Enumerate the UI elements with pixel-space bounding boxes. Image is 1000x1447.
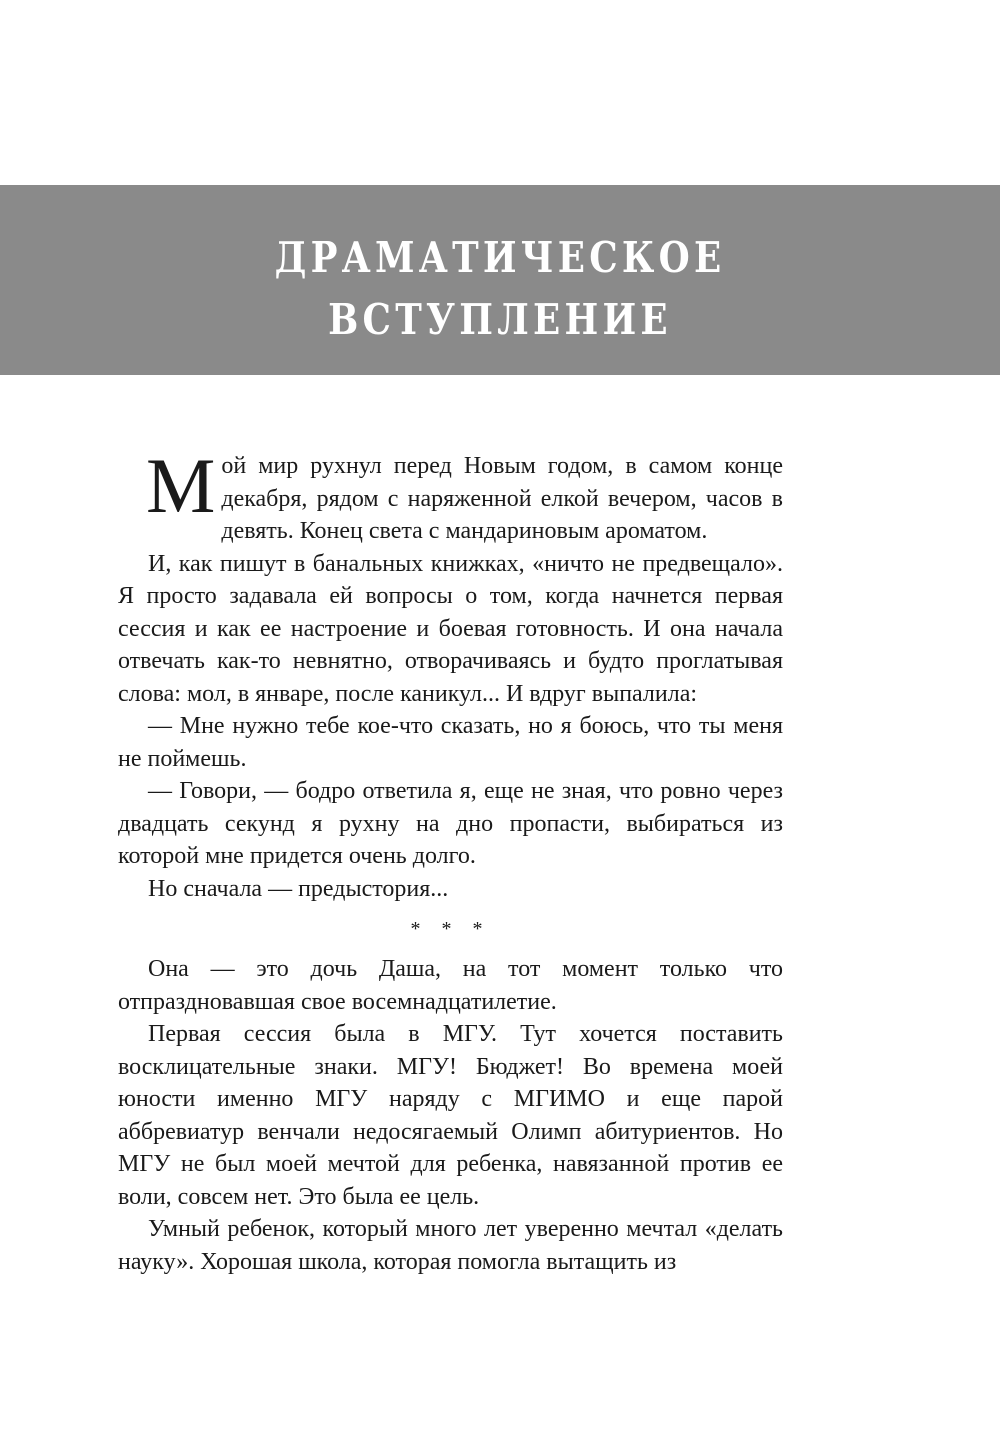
section-separator: * * * bbox=[410, 918, 491, 940]
paragraph-8: Умный ребенок, который много лет уверенно мечтал «делать науку». Хорошая школа, которая помогла вытащить из bbox=[118, 1216, 783, 1275]
paragraph-4: — Говори, — бодро ответила я, еще не зная, что ровно через двадцать секунд я рухну на дно пропасти, выбираться из которой мне придется очень долго. bbox=[118, 778, 783, 869]
paragraph-6: Она — это дочь Даша, на тот момент только что отпраздновавшая свое восемнадцатилетие. bbox=[118, 956, 783, 1015]
chapter-title-line-2: ВСТУПЛЕНИЕ bbox=[328, 295, 672, 344]
drop-cap-letter: М bbox=[146, 442, 216, 529]
paragraph-5: Но сначала — предыстория... bbox=[148, 875, 449, 902]
chapter-title-line-1: ДРАМАТИЧЕСКОЕ bbox=[274, 233, 726, 282]
paragraph-3: — Мне нужно тебе кое-что сказать, но я боюсь, что ты меня не поймешь. bbox=[118, 713, 783, 772]
paragraph-2: И, как пишут в банальных книжках, «ничто не предвещало». Я просто задавала ей вопросы о том, когда начнется первая сессия и как ее настроение и боевая готовность. И она начала отвечать как-то невнятно, отворачиваясь и будто проглатывая слова: мол, в январе, после каникул... И вдруг выпалила: bbox=[118, 550, 783, 707]
paragraph-1-text: ой мир рухнул перед Новым годом, в самом конце декабря, рядом с наряженной елкой вечером, часов в девять. Конец света с мандариновым ароматом. bbox=[221, 453, 783, 544]
paragraph-1 bbox=[118, 442, 783, 548]
paragraph-7: Первая сессия была в МГУ. Тут хочется поставить восклицательные знаки. МГУ! Бюджет! Во времена моей юности именно МГУ наряду с МГИМО и еще парой аббревиатур венчали недосягаемый Олимп абитуриентов. Но МГУ не был моей мечтой для ребенка, навязанной против ее воли, совсем нет. Это была ее цель. bbox=[118, 1021, 783, 1210]
body-text bbox=[118, 442, 783, 1278]
